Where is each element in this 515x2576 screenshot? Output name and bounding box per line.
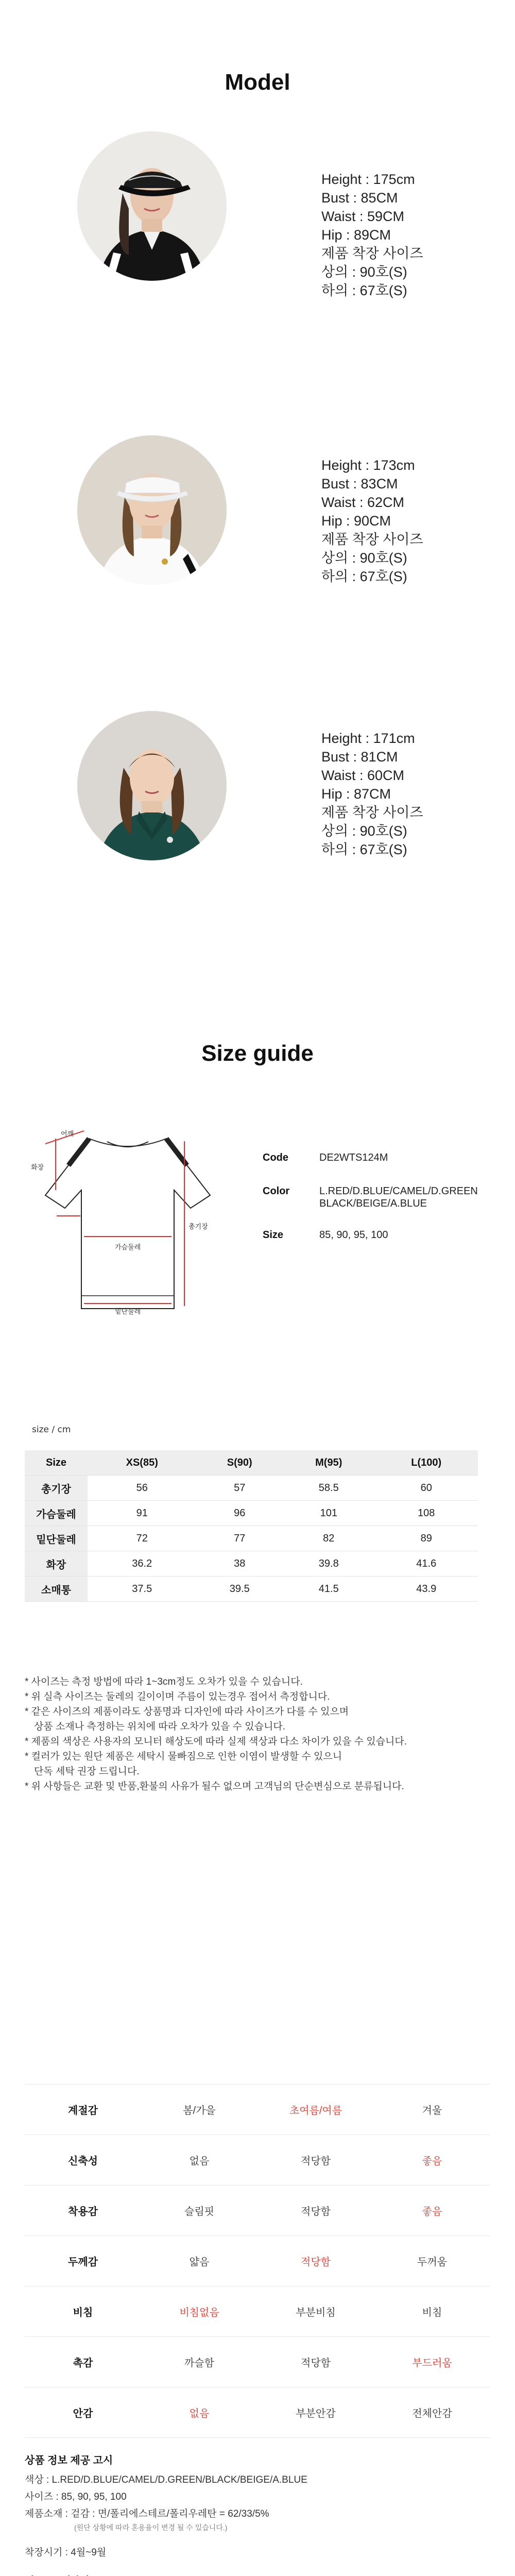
model-fit-label: 제품 착장 사이즈 bbox=[321, 532, 423, 547]
feature-label: 신축성 bbox=[68, 2156, 98, 2167]
model-hip: Hip : 90CM bbox=[321, 513, 391, 529]
model-info-2 bbox=[321, 456, 423, 586]
feature-value: 적당함 bbox=[301, 2358, 331, 2369]
feature-row bbox=[25, 2236, 490, 2286]
code-label: Code bbox=[263, 1152, 288, 1163]
table-row bbox=[25, 1526, 478, 1551]
feature-label: 두께감 bbox=[68, 2257, 98, 2268]
feature-value: 전체안감 bbox=[412, 2408, 452, 2419]
feature-label: 계절감 bbox=[68, 2105, 98, 2116]
note-line: * 컬러가 있는 원단 제품은 세탁시 물빠짐으로 인한 이염이 발생할 수 있으니 bbox=[25, 1751, 342, 1762]
note-line: * 같은 사이즈의 제품이라도 상품명과 디자인에 따라 사이즈가 다를 수 있으며 bbox=[25, 1706, 349, 1717]
model-bust: Bust : 85CM bbox=[321, 190, 398, 206]
feature-value: 겨울 bbox=[422, 2105, 442, 2116]
table-cell: 41.5 bbox=[283, 1577, 375, 1602]
diagram-shoulder-label: 어깨 bbox=[61, 1130, 74, 1138]
product-season: 착장시기 : 4월~9월 bbox=[25, 2547, 107, 2558]
table-row-header: 화장 bbox=[25, 1551, 88, 1577]
model-hip: Hip : 87CM bbox=[321, 786, 391, 802]
model-bottom-size: 하의 : 67호(S) bbox=[321, 569, 407, 584]
product-info-title: 상품 정보 제공 고시 bbox=[25, 2455, 113, 2466]
diagram-hem-label: 밑단둘레 bbox=[115, 1308, 141, 1316]
table-row-header: 소매통 bbox=[25, 1577, 88, 1602]
unit-label: size / cm bbox=[32, 1425, 71, 1435]
garment-diagram bbox=[25, 1118, 231, 1319]
feature-value: 적당함 bbox=[301, 2206, 331, 2217]
model-height: Height : 175cm bbox=[321, 172, 415, 187]
product-color: 색상 : L.RED/D.BLUE/CAMEL/D.GREEN/BLACK/BEIGE/A.BLUE bbox=[25, 2475, 307, 2485]
product-info bbox=[25, 2452, 307, 2576]
table-cell: 39.8 bbox=[283, 1551, 375, 1577]
feature-value-selected: 비침없음 bbox=[179, 2307, 219, 2318]
feature-value: 비침 bbox=[422, 2307, 442, 2318]
table-cell: 38 bbox=[196, 1551, 283, 1577]
feature-label: 착용감 bbox=[68, 2206, 98, 2217]
table-row-header: 밑단둘레 bbox=[25, 1526, 88, 1551]
model-top-size: 상의 : 90호(S) bbox=[321, 264, 407, 280]
model-height: Height : 171cm bbox=[321, 731, 415, 746]
size-table bbox=[25, 1450, 478, 1602]
feature-label: 안감 bbox=[73, 2408, 93, 2419]
product-origin bbox=[25, 2572, 307, 2576]
feature-row bbox=[25, 2084, 490, 2135]
model-waist: Waist : 60CM bbox=[321, 768, 405, 783]
feature-value: 부분비침 bbox=[296, 2307, 336, 2318]
diagram-sleeve-label: 화장 bbox=[31, 1164, 44, 1172]
table-cell: 39.5 bbox=[196, 1577, 283, 1602]
note-line: * 위 사항들은 교환 및 반품,환불의 사유가 될수 없으며 고객님의 단순변심으로 분류됩니다. bbox=[25, 1781, 404, 1792]
color-label: Color bbox=[263, 1185, 290, 1197]
size-value: 85, 90, 95, 100 bbox=[319, 1229, 388, 1241]
note-line: * 제품의 색상은 사용자의 모니터 해상도에 따라 실제 색상과 다소 차이가 있을 수 있습니다. bbox=[25, 1736, 407, 1747]
model-fit-label: 제품 착장 사이즈 bbox=[321, 246, 423, 261]
table-row bbox=[25, 1501, 478, 1526]
feature-value: 적당함 bbox=[301, 2156, 331, 2167]
table-cell: 41.6 bbox=[375, 1551, 478, 1577]
table-cell: 108 bbox=[375, 1501, 478, 1526]
table-row-header: 총기장 bbox=[25, 1476, 88, 1501]
model-title: Model bbox=[225, 70, 290, 95]
size-notes bbox=[25, 1674, 488, 1794]
feature-value: 슬림핏 bbox=[184, 2206, 214, 2217]
table-cell: 60 bbox=[375, 1476, 478, 1501]
table-cell: 56 bbox=[88, 1476, 196, 1501]
feature-value: 까슬함 bbox=[184, 2358, 214, 2369]
table-header-cell: L(100) bbox=[375, 1450, 478, 1476]
model-photo-2 bbox=[77, 435, 227, 585]
note-line: * 사이즈는 측정 방법에 따라 1~3cm정도 오차가 있을 수 있습니다. bbox=[25, 1676, 303, 1687]
model-waist: Waist : 62CM bbox=[321, 495, 405, 510]
feature-row bbox=[25, 2387, 490, 2438]
feature-value-selected: 초여름/여름 bbox=[289, 2105, 342, 2116]
feature-row bbox=[25, 2135, 490, 2185]
model-hip: Hip : 89CM bbox=[321, 227, 391, 243]
feature-row bbox=[25, 2185, 490, 2236]
diagram-length-label: 총기장 bbox=[188, 1223, 208, 1231]
model-info-3 bbox=[321, 729, 423, 859]
feature-row bbox=[25, 2286, 490, 2337]
model-bust: Bust : 83CM bbox=[321, 476, 398, 492]
feature-value: 부분안감 bbox=[296, 2408, 336, 2419]
model-waist: Waist : 59CM bbox=[321, 209, 405, 224]
table-cell: 82 bbox=[283, 1526, 375, 1551]
feature-value: 두꺼움 bbox=[417, 2257, 447, 2268]
feature-value-selected: 부드러움 bbox=[412, 2358, 452, 2369]
product-size: 사이즈 : 85, 90, 95, 100 bbox=[25, 2492, 127, 2502]
feature-value: 얇음 bbox=[189, 2257, 210, 2268]
table-header-cell: S(90) bbox=[196, 1450, 283, 1476]
model-bottom-size: 하의 : 67호(S) bbox=[321, 283, 407, 298]
model-bust: Bust : 81CM bbox=[321, 749, 398, 765]
note-line: 단독 세탁 권장 드립니다. bbox=[34, 1766, 140, 1777]
feature-label: 촉감 bbox=[73, 2358, 93, 2369]
note-line: * 위 실측 사이즈는 둘레의 길이이며 주름이 있는경우 접어서 측정합니다. bbox=[25, 1691, 330, 1702]
feature-value: 봄/가을 bbox=[183, 2105, 216, 2116]
size-guide-title: Size guide bbox=[201, 1041, 314, 1066]
model-top-size: 상의 : 90호(S) bbox=[321, 823, 407, 839]
table-cell: 57 bbox=[196, 1476, 283, 1501]
table-header-cell: M(95) bbox=[283, 1450, 375, 1476]
size-label: Size bbox=[263, 1229, 284, 1241]
size-table-header bbox=[25, 1450, 478, 1476]
feature-row bbox=[25, 2337, 490, 2387]
table-cell: 58.5 bbox=[283, 1476, 375, 1501]
table-cell: 89 bbox=[375, 1526, 478, 1551]
table-header-cell: Size bbox=[25, 1450, 88, 1476]
table-cell: 43.9 bbox=[375, 1577, 478, 1602]
table-row bbox=[25, 1476, 478, 1501]
table-header-cell: XS(85) bbox=[88, 1450, 196, 1476]
feature-value-selected: 적당함 bbox=[301, 2257, 331, 2268]
model-bottom-size: 하의 : 67호(S) bbox=[321, 842, 407, 857]
table-row-header: 가슴둘레 bbox=[25, 1501, 88, 1526]
diagram-chest-label: 가슴둘레 bbox=[115, 1244, 141, 1251]
feature-value-selected: 없음 bbox=[189, 2408, 210, 2419]
model-photo-1 bbox=[77, 131, 227, 281]
model-top-size: 상의 : 90호(S) bbox=[321, 550, 407, 566]
model-fit-label: 제품 착장 사이즈 bbox=[321, 805, 423, 820]
table-cell: 91 bbox=[88, 1501, 196, 1526]
table-row bbox=[25, 1577, 478, 1602]
feature-value: 없음 bbox=[189, 2156, 210, 2167]
table-cell: 36.2 bbox=[88, 1551, 196, 1577]
feature-value-selected: 좋음 bbox=[422, 2156, 442, 2167]
note-line: 상품 소재나 측정하는 위치에 따라 오차가 있을 수 있습니다. bbox=[34, 1721, 286, 1732]
feature-label: 비침 bbox=[73, 2307, 93, 2318]
model-photo-3 bbox=[77, 711, 227, 860]
product-material: 제품소재 : 겉감 : 면/폴리에스테르/폴리우레탄 = 62/33/5% bbox=[25, 2509, 269, 2519]
color-value: L.RED/D.BLUE/CAMEL/D.GREEN BLACK/BEIGE/A.BLUE bbox=[319, 1185, 478, 1209]
table-cell: 77 bbox=[196, 1526, 283, 1551]
table-row bbox=[25, 1551, 478, 1577]
model-info-1 bbox=[321, 170, 423, 300]
feature-grid bbox=[25, 2084, 490, 2438]
table-cell: 96 bbox=[196, 1501, 283, 1526]
product-material-note: (원단 상황에 따라 혼용율이 변경 될 수 있습니다.) bbox=[74, 2523, 228, 2532]
table-cell: 72 bbox=[88, 1526, 196, 1551]
table-cell: 101 bbox=[283, 1501, 375, 1526]
table-cell: 37.5 bbox=[88, 1577, 196, 1602]
feature-value-selected: 좋음 bbox=[422, 2206, 442, 2217]
code-value: DE2WTS124M bbox=[319, 1152, 388, 1163]
model-height: Height : 173cm bbox=[321, 457, 415, 473]
